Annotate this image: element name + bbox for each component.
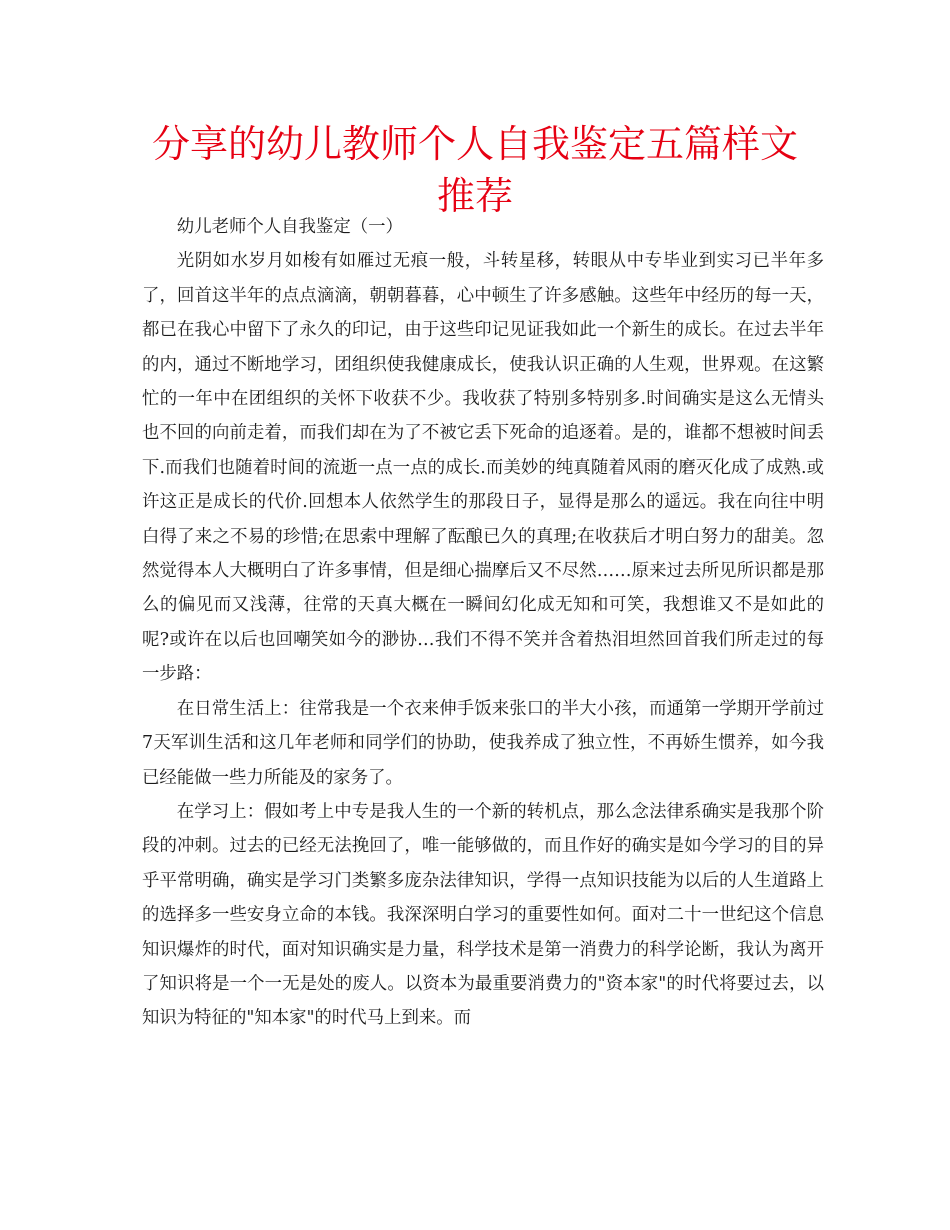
paragraph-3: 在学习上：假如考上中专是我人生的一个新的转机点，那么念法律系确实是我那个阶段的冲刺。过去的已经无法挽回了，唯一能够做的，而且作好的确实是如今学习的目的异乎平常明确，确实是学习门类繁多庞杂法律知识，学得一点知识技能为以后的人生道路上的选择多一些安身立命的本钱。我深深明白学习的重要性如何。面对二十一世纪这个信息知识爆炸的时代，面对知识确实是力量，科学技术是第一消费力的科学论断，我认为离开了知识将是一个一无是处的废人。以资本为最重要消费力的"资本家"的时代将要过去，以知识为特征的"知本家"的时代马上到来。而 <box>142 801 824 1029</box>
paragraph-2: 在日常生活上：往常我是一个衣来伸手饭来张口的半大小孩，而通第一学期开学前过7天军训生活和这几年老师和同学们的协助，使我养成了独立性，不再娇生惯养，如今我已经能做一些力所能及的家务了。 <box>142 698 824 788</box>
document-body <box>142 210 824 1036</box>
document-title: 分享的幼儿教师个人自我鉴定五篇样文推荐 <box>151 122 798 218</box>
paragraph-1: 光阴如水岁月如梭有如雁过无痕一般，斗转星移，转眼从中专毕业到实习已半年多了，回首这半年的点点滴滴，朝朝暮暮，心中顿生了许多感触。这些年中经历的每一天，都已在我心中留下了永久的印记，由于这些印记见证我如此一个新生的成长。在过去半年的内，通过不断地学习，团组织使我健康成长，使我认识正确的人生观，世界观。在这繁忙的一年中在团组织的关怀下收获不少。我收获了特别多特别多.时间确实是这么无情头也不回的向前走着，而我们却在为了不被它丢下死命的追逐着。是的，谁都不想被时间丢下.而我们也随着时间的流逝一点一点的成长.而美妙的纯真随着风雨的磨灭化成了成熟.或许这正是成长的代价.回想本人依然学生的那段日子，显得是那么的遥远。我在向往中明白得了来之不易的珍惜;在思索中理解了酝酿已久的真理;在收获后才明白努力的甜美。忽然觉得本人大概明白了许多事情，但是细心揣摩后又不尽然……原来过去所见所识都是那么的偏见而又浅薄，往常的天真大概在一瞬间幻化成无知和可笑，我想谁又不是如此的呢?或许在以后也回嘲笑如今的渺协…我们不得不笑并含着热泪坦然回首我们所走过的每一步路： <box>142 251 824 685</box>
section-heading: 幼儿老师个人自我鉴定（一） <box>176 217 403 237</box>
